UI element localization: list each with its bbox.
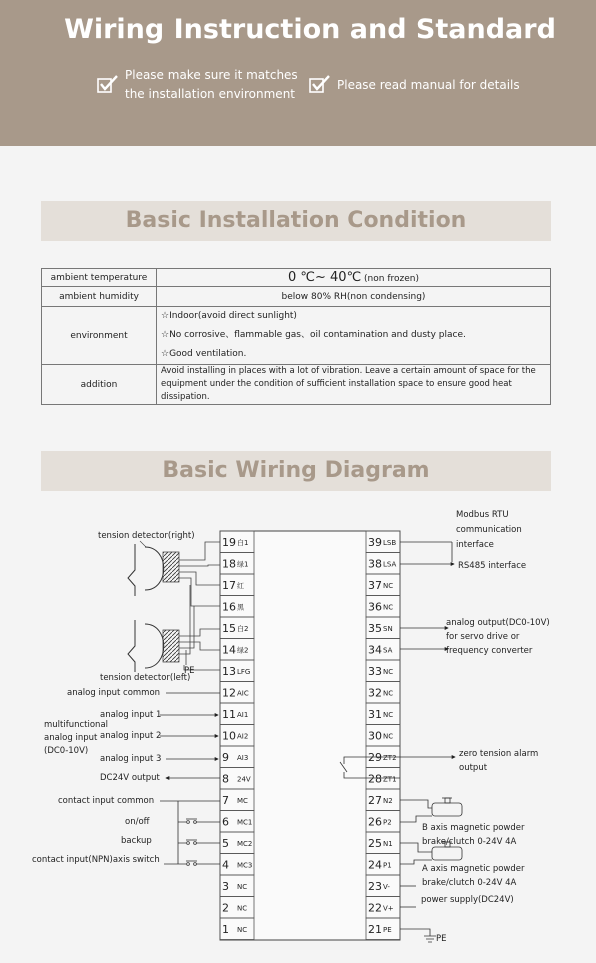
terminal-code: MC3 bbox=[237, 861, 253, 870]
terminal-number: 27 bbox=[368, 794, 382, 807]
tension-detector-left bbox=[128, 620, 179, 672]
contact-common-label: contact input common bbox=[58, 796, 155, 806]
install-section-title: Basic Installation Condition bbox=[125, 208, 467, 233]
environment-item: ☆No corrosive、flammable gas、oil contamination and dusty place. bbox=[161, 330, 466, 340]
terminal-code: LSA bbox=[383, 560, 397, 569]
terminal-code: ZT1 bbox=[383, 775, 397, 784]
axis-switch bbox=[164, 861, 220, 865]
terminal-number: 35 bbox=[368, 622, 382, 635]
environment-item: ☆Indoor(avoid direct sunlight) bbox=[161, 311, 297, 321]
temperature-note: (non frozen) bbox=[364, 274, 419, 284]
b-axis-brake bbox=[400, 798, 462, 822]
onoff-switch bbox=[178, 819, 220, 823]
terminal-number: 26 bbox=[368, 815, 382, 829]
modbus-label-line2: communication bbox=[456, 525, 522, 535]
a-axis-label-line1: A axis magnetic powder bbox=[422, 864, 525, 874]
terminal-number: 17 bbox=[222, 579, 236, 592]
terminal-number: 38 bbox=[368, 557, 382, 571]
analog-input-3-label: analog input 3 bbox=[100, 754, 162, 764]
checkbox-check-icon bbox=[309, 75, 331, 93]
terminal-code: MC bbox=[237, 797, 248, 805]
row-label: ambient temperature bbox=[42, 269, 157, 287]
terminal-code: AIC bbox=[237, 689, 249, 698]
terminal-code: AI3 bbox=[237, 754, 249, 762]
analog-input-1-label: analog input 1 bbox=[100, 710, 162, 720]
table-row bbox=[42, 365, 551, 405]
header-banner bbox=[0, 0, 596, 146]
terminal-code: NC bbox=[383, 711, 394, 719]
terminal-code: MC1 bbox=[237, 818, 253, 827]
terminal-code: NC bbox=[237, 926, 248, 934]
detector-wires bbox=[179, 542, 220, 670]
terminal-number: 3 bbox=[222, 880, 229, 893]
analog-output-label-line1: analog output(DC0-10V) bbox=[446, 618, 550, 628]
terminal-number: 39 bbox=[368, 536, 382, 549]
install-environment-note bbox=[125, 66, 298, 104]
terminal-number: 25 bbox=[368, 837, 382, 850]
b-axis-label-line1: B axis magnetic powder bbox=[422, 823, 525, 833]
terminal-number: 18 bbox=[222, 557, 236, 571]
pe-label: PE bbox=[184, 666, 195, 676]
row-value: below 80% RH(non condensing) bbox=[157, 287, 551, 307]
modbus-label-line3: interface bbox=[456, 540, 494, 550]
terminal-code: LFG bbox=[237, 668, 251, 676]
page-title: Wiring Instruction and Standard bbox=[64, 14, 556, 45]
terminal-code: SA bbox=[383, 646, 393, 655]
terminal-code: 黑 bbox=[237, 603, 244, 612]
terminal-number: 28 bbox=[368, 772, 382, 786]
terminal-code: NC bbox=[237, 904, 248, 913]
table-row bbox=[42, 269, 551, 287]
terminal-code: NC bbox=[383, 668, 394, 676]
terminal-code: NC bbox=[383, 603, 394, 612]
terminal-code: N1 bbox=[383, 840, 393, 848]
terminal-code: NC bbox=[383, 582, 394, 590]
terminal-number: 32 bbox=[368, 686, 382, 700]
analog-input-2-label: analog input 2 bbox=[100, 731, 162, 741]
multifunc-label-line1: multifunctional bbox=[44, 720, 109, 730]
row-label: environment bbox=[42, 307, 157, 365]
terminal-code: 绿1 bbox=[237, 560, 249, 569]
terminal-code: NC bbox=[383, 732, 394, 741]
backup-label: backup bbox=[121, 836, 152, 846]
row-value bbox=[157, 269, 551, 287]
terminal-number: 19 bbox=[222, 536, 236, 549]
note-line: the installation environment bbox=[125, 87, 296, 101]
terminal-number: 1 bbox=[222, 923, 229, 936]
row-value bbox=[157, 307, 551, 365]
analog-output-label-line3: frequency converter bbox=[446, 646, 533, 656]
multifunc-label-line2: analog input bbox=[44, 733, 98, 743]
terminal-code: AI2 bbox=[237, 732, 249, 741]
terminal-code: V- bbox=[383, 883, 390, 891]
rs485-label: RS485 interface bbox=[458, 561, 527, 571]
terminal-number: 4 bbox=[222, 858, 229, 872]
terminal-code: LSB bbox=[383, 539, 397, 547]
terminal-number: 16 bbox=[222, 600, 236, 614]
terminal-number: 7 bbox=[222, 794, 229, 807]
terminal-code: 白2 bbox=[237, 625, 249, 633]
row-value: Avoid installing in places with a lot of vibration. Leave a certain amount of space for the equipment under the condition of sufficient installation space to ensure good heat dissipation. bbox=[157, 365, 551, 405]
terminal-number: 6 bbox=[222, 815, 229, 829]
contact-switch-label: contact input(NPN)axis switch bbox=[32, 855, 160, 865]
terminal-number: 31 bbox=[368, 708, 382, 721]
a-axis-label-line2: brake/clutch 0-24V 4A bbox=[422, 878, 517, 888]
temperature-range: 0 ℃~ 40℃ bbox=[288, 270, 362, 285]
terminal-number: 33 bbox=[368, 665, 382, 678]
terminal-code: 绿2 bbox=[237, 646, 249, 655]
terminal-number: 13 bbox=[222, 665, 236, 678]
terminal-number: 8 bbox=[222, 772, 229, 786]
analog-output-label-line2: for servo drive or bbox=[446, 632, 520, 642]
wiring-section-header bbox=[41, 451, 551, 491]
terminal-number: 5 bbox=[222, 837, 229, 850]
terminal-code: N2 bbox=[383, 797, 393, 805]
terminal-number: 36 bbox=[368, 600, 382, 614]
terminal-number: 37 bbox=[368, 579, 382, 592]
terminal-number: 30 bbox=[368, 729, 382, 743]
checkbox-check-icon bbox=[97, 75, 119, 93]
tension-left-label: tension detector(left) bbox=[100, 673, 191, 683]
terminal-number: 14 bbox=[222, 643, 236, 657]
terminal-number: 23 bbox=[368, 880, 382, 893]
terminal-number: 24 bbox=[368, 858, 382, 872]
terminal-code: PE bbox=[383, 926, 392, 934]
pe-ground-label: PE bbox=[436, 934, 447, 944]
row-label: addition bbox=[42, 365, 157, 405]
terminal-number: 21 bbox=[368, 923, 382, 936]
b-axis-label-line2: brake/clutch 0-24V 4A bbox=[422, 837, 517, 847]
wiring-diagram bbox=[0, 500, 596, 963]
zero-alarm-label-line2: output bbox=[459, 763, 488, 773]
terminal-number: 2 bbox=[222, 901, 229, 915]
environment-item: ☆Good ventilation. bbox=[161, 349, 247, 359]
modbus-label-line1: Modbus RTU bbox=[456, 510, 509, 520]
install-condition-table bbox=[41, 268, 551, 405]
terminal-code: 红 bbox=[237, 582, 244, 590]
multifunc-label-line3: (DC0-10V) bbox=[44, 746, 89, 756]
dc24v-output-label: DC24V output bbox=[100, 773, 160, 783]
terminal-code: P1 bbox=[383, 861, 392, 870]
tension-right-label: tension detector(right) bbox=[98, 531, 195, 541]
row-label: ambient humidity bbox=[42, 287, 157, 307]
terminal-code: NC bbox=[383, 689, 394, 698]
terminal-code: SN bbox=[383, 625, 393, 633]
terminal-number: 29 bbox=[368, 751, 382, 764]
read-manual-note: Please read manual for details bbox=[337, 78, 520, 92]
wiring-section-title: Basic Wiring Diagram bbox=[162, 458, 430, 483]
terminal-number: 15 bbox=[222, 622, 236, 635]
terminal-code: P2 bbox=[383, 818, 392, 827]
terminal-code: 24V bbox=[237, 775, 251, 784]
table-row bbox=[42, 287, 551, 307]
terminal-number: 12 bbox=[222, 686, 236, 700]
backup-switch bbox=[178, 840, 220, 844]
terminal-number: 22 bbox=[368, 901, 382, 915]
terminal-number: 10 bbox=[222, 729, 236, 743]
tension-detector-right bbox=[128, 544, 179, 596]
onoff-label: on/off bbox=[125, 817, 150, 827]
terminal-code: V+ bbox=[383, 904, 394, 913]
terminal-code: 白1 bbox=[237, 539, 249, 547]
power-supply-label: power supply(DC24V) bbox=[421, 895, 514, 905]
zero-alarm-label-line1: zero tension alarm bbox=[459, 749, 539, 759]
terminal-code: AI1 bbox=[237, 711, 249, 719]
terminal-code: MC2 bbox=[237, 840, 253, 848]
note-line: Please make sure it matches bbox=[125, 68, 298, 82]
terminal-code: NC bbox=[237, 883, 248, 891]
terminal-number: 11 bbox=[222, 708, 236, 721]
terminal-number: 9 bbox=[222, 751, 229, 764]
analog-common-label: analog input common bbox=[67, 688, 161, 698]
install-section-header bbox=[41, 201, 551, 241]
terminal-code: ZT2 bbox=[383, 754, 397, 762]
terminal-number: 34 bbox=[368, 643, 382, 657]
table-row bbox=[42, 307, 551, 365]
ground-symbol bbox=[400, 929, 436, 942]
